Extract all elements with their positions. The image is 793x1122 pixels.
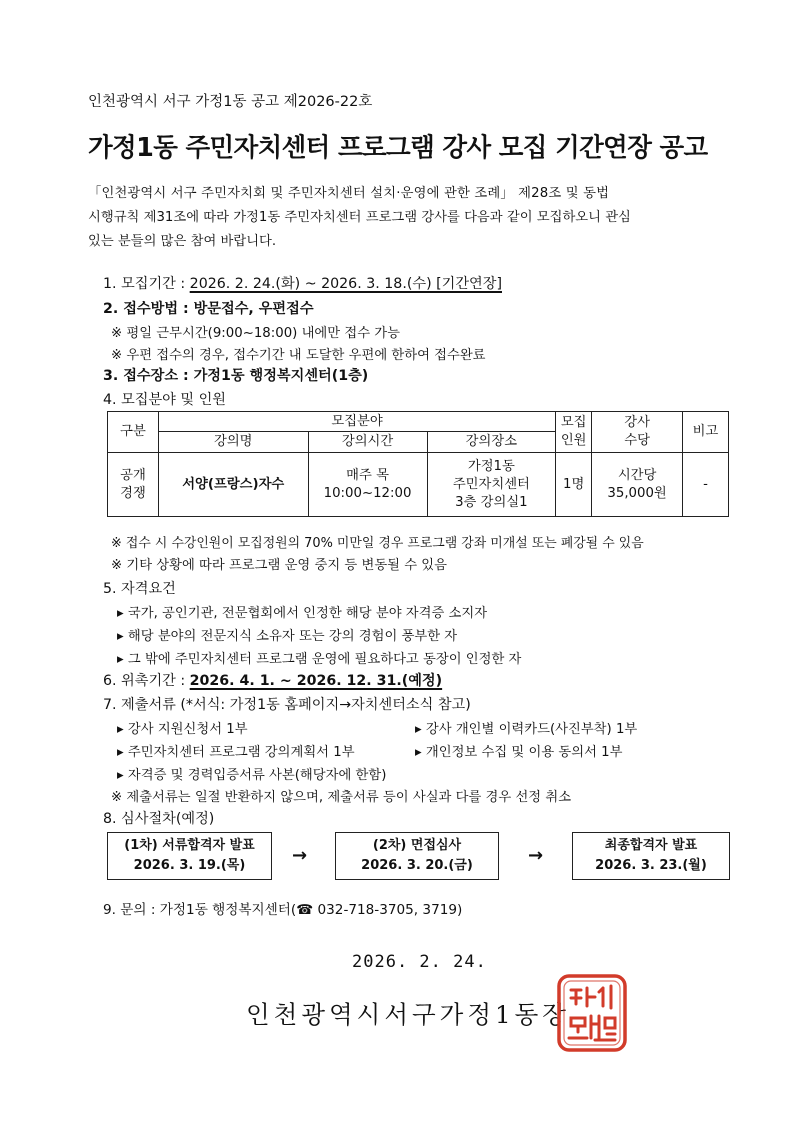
section-method: 2. 접수방법 : 방문접수, 우편접수 <box>103 301 314 317</box>
process-step-2: (2차) 면접심사 2026. 3. 20.(금) <box>335 832 499 880</box>
section-qualification: 5. 자격요건 <box>103 581 176 597</box>
header-category: 구분 <box>108 412 159 453</box>
official-seal-icon <box>555 972 629 1054</box>
term-value: 2026. 4. 1. ~ 2026. 12. 31.(예정) <box>189 673 443 689</box>
process-step-3: 최종합격자 발표 2026. 3. 23.(월) <box>572 832 730 880</box>
section-place: 3. 접수장소 : 가정1동 행정복지센터(1층) <box>103 368 369 384</box>
cell-fee: 시간당 35,000원 <box>592 453 683 517</box>
method-note: ※ 평일 근무시간(9:00~18:00) 내에만 접수 가능 <box>111 326 400 341</box>
phone-number: 032-718-3705, 3719) <box>313 902 463 918</box>
section-process: 8. 심사절차(예정) <box>103 811 215 827</box>
cell-place: 가정1동 주민자치센터 3층 강의실1 <box>427 453 556 517</box>
field-note: ※ 기타 상황에 따라 프로그램 운영 중지 등 변동될 수 있음 <box>111 558 447 573</box>
cell-lecture: 서양(프랑스)자수 <box>158 453 308 517</box>
intro-line: 시행규칙 제31조에 따라 가정1동 주민자치센터 프로그램 강사를 다음과 같이 모집하오니 관심 <box>88 210 631 225</box>
document-item: ▸ 강사 개인별 이력카드(사진부착) 1부 <box>415 722 638 737</box>
page-title: 가정1동 주민자치센터 프로그램 강사 모집 기간연장 공고 <box>88 133 708 163</box>
place-value: 가정1동 행정복지센터(1층) <box>193 368 369 384</box>
documents-note: (*서식: 가정1동 홈페이지→자치센터소식 참고) <box>175 697 471 713</box>
method-value: 방문접수, 우편접수 <box>193 301 314 317</box>
qualification-item: ▸ 해당 분야의 전문지식 소유자 또는 강의 경험이 풍부한 자 <box>117 629 458 644</box>
arrow-icon: → <box>528 845 544 866</box>
section-contact: 9. 문의 : 가정1동 행정복지센터(☎ 032-718-3705, 3719) <box>103 902 463 918</box>
method-note: ※ 우편 접수의 경우, 접수기간 내 도달한 우편에 한하여 접수완료 <box>111 348 486 363</box>
arrow-icon: → <box>292 845 308 866</box>
cell-note: - <box>683 453 729 517</box>
qualification-item: ▸ 국가, 공인기관, 전문협회에서 인정한 해당 분야 자격증 소지자 <box>117 606 488 621</box>
table-row <box>108 453 729 517</box>
header-field: 모집분야 <box>158 412 555 432</box>
header-lecture: 강의명 <box>158 432 308 453</box>
header-note: 비고 <box>683 412 729 453</box>
process-step-1: (1차) 서류합격자 발표 2026. 3. 19.(목) <box>107 832 272 880</box>
cell-time: 매주 목 10:00~12:00 <box>308 453 427 517</box>
section-field: 4. 모집분야 및 인원 <box>103 392 227 408</box>
intro-line: 「인천광역시 서구 주민자치회 및 주민자치센터 설치·운영에 관한 조례」 제28조 및 동법 <box>88 186 610 201</box>
section-term: 6. 위촉기간 : 2026. 4. 1. ~ 2026. 12. 31.(예정) <box>103 673 443 689</box>
header-place: 강의장소 <box>427 432 556 453</box>
issuer-name: 인천광역시서구가정1동장 <box>246 1000 570 1029</box>
header-time: 강의시간 <box>308 432 427 453</box>
intro-line: 있는 분들의 많은 참여 바랍니다. <box>88 234 277 249</box>
header-count: 모집 인원 <box>556 412 592 453</box>
notice-number: 인천광역시 서구 가정1동 공고 제2026-22호 <box>88 94 373 110</box>
field-note: ※ 접수 시 수강인원이 모집정원의 70% 미만일 경우 프로그램 강좌 미개설 또는 폐강될 수 있음 <box>111 536 644 551</box>
document-item: ▸ 주민자치센터 프로그램 강의계획서 1부 <box>117 745 355 760</box>
documents-warning: ※ 제출서류는 일절 반환하지 않으며, 제출서류 등이 사실과 다를 경우 선정 취소 <box>111 790 572 805</box>
recruit-table <box>107 411 729 517</box>
cell-category: 공개 경쟁 <box>108 453 159 517</box>
header-fee: 강사 수당 <box>592 412 683 453</box>
document-item: ▸ 강사 지원신청서 1부 <box>117 722 248 737</box>
period-value: 2026. 2. 24.(화) ~ 2026. 3. 18.(수) [기간연장] <box>189 276 502 292</box>
section-documents: 7. 제출서류 (*서식: 가정1동 홈페이지→자치센터소식 참고) <box>103 697 471 713</box>
section-period: 1. 모집기간 : 2026. 2. 24.(화) ~ 2026. 3. 18.(수) [기간연장] <box>103 276 502 292</box>
cell-count: 1명 <box>556 453 592 517</box>
phone-icon: ☎ <box>296 902 314 918</box>
qualification-item: ▸ 그 밖에 주민자치센터 프로그램 운영에 필요하다고 동장이 인정한 자 <box>117 652 522 667</box>
intro-paragraph <box>88 182 728 254</box>
issue-date: 2026. 2. 24. <box>352 952 487 972</box>
document-item: ▸ 개인정보 수집 및 이용 동의서 1부 <box>415 745 623 760</box>
document-item: ▸ 자격증 및 경력입증서류 사본(해당자에 한함) <box>117 768 387 783</box>
